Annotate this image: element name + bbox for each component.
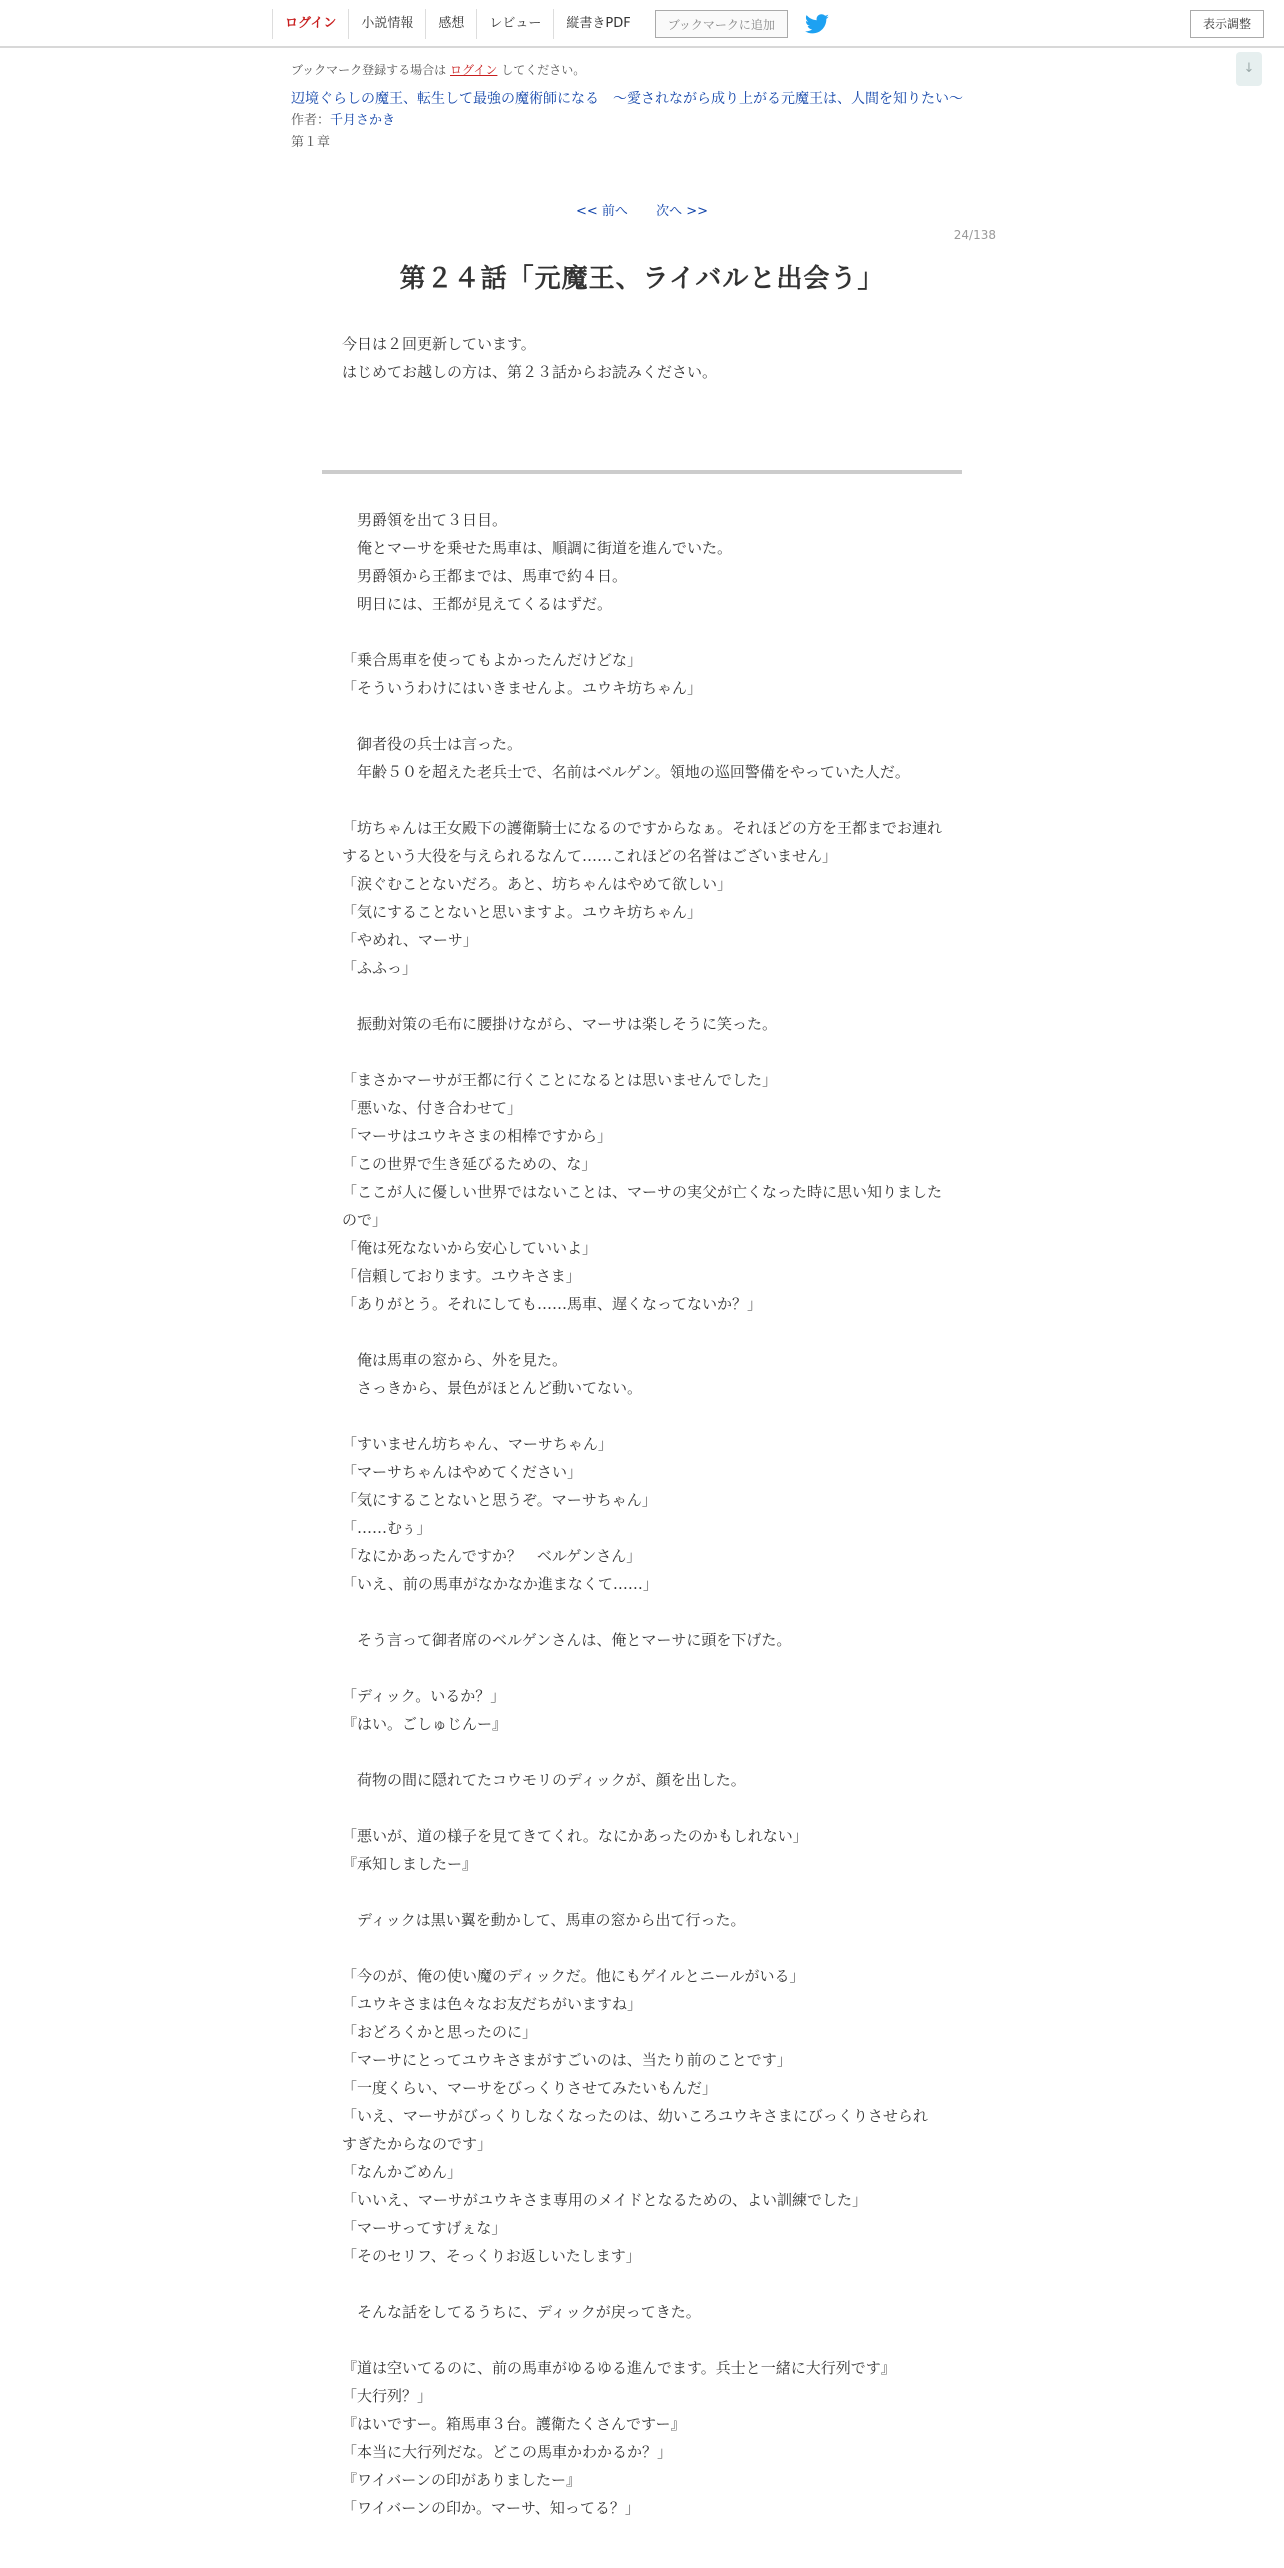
body-line: 「マーサにとってユウキさまがすごいのは、当たり前のことです」 [342,2051,792,2069]
body-line: 「乗合馬車を使ってもよかったんだけどな」 [342,651,643,669]
prev-episode-link[interactable]: << 前へ [576,204,628,219]
body-line: そんな話をしてるうちに、ディックが戻ってきた。 [342,2303,701,2321]
body-line: 「気にすることないと思うぞ。マーサちゃん」 [342,1491,657,1509]
body-line: そう言って御者席のベルゲンさんは、俺とマーサに頭を下げた。 [342,1631,792,1649]
nav-impressions-link[interactable]: 感想 [425,9,476,39]
body-line: 男爵領を出て３日目。 [342,511,508,529]
display-settings-button[interactable]: 表示調整 [1190,10,1264,38]
body-line: 「この世界で生き延びるための、な」 [342,1155,597,1173]
body-line: 「すいません坊ちゃん、マーサちゃん」 [342,1435,613,1453]
episode-pager [0,200,1284,219]
scroll-down-button[interactable]: ↓ [1236,52,1262,86]
nav-novel-info-link[interactable]: 小説情報 [348,9,425,39]
preface-line: 今日は２回更新しています。 [342,335,536,353]
body-line: 「ありがとう。それにしても……馬車、遅くなってないか？」 [342,1295,763,1313]
body-line: 『ワイバーンの印がありましたー』 [342,2471,581,2489]
nav-login-link[interactable]: ログイン [272,9,348,39]
body-line [342,1402,942,1430]
body-line [342,702,942,730]
bookmark-login-note [291,56,991,84]
body-line: 「マーサってすげぇな」 [342,2219,507,2237]
body-line: 荷物の間に隠れてたコウモリのディックが、顔を出した。 [342,1771,746,1789]
body-line: 「いえ、マーサがびっくりしなくなったのは、幼いころユウキさまにびっくりさせられすぎたからなのです」 [342,2107,928,2153]
body-line: 「やめれ、マーサ」 [342,931,478,949]
body-line: 「ユウキさまは色々なお友だちがいますね」 [342,1995,643,2013]
body-line [342,982,942,1010]
body-line: 「信頼しております。ユウキさま」 [342,1267,581,1285]
body-line: 「坊ちゃんは王女殿下の護衛騎士になるのですからなぁ。それほどの方を王都までお連れするという大役を与えられるなんて……これほどの名誉はございません」 [342,819,943,865]
section-divider [322,470,962,474]
body-line: 「ワイバーンの印か。マーサ、知ってる？」 [342,2499,640,2517]
next-episode-link[interactable]: 次へ >> [656,204,708,219]
author-line [291,110,991,132]
body-line: 「悪いな、付き合わせて」 [342,1099,523,1117]
body-line: 「俺は死なないから安心していいよ」 [342,1239,598,1257]
body-line [342,2270,942,2298]
episode-body-text [342,506,942,2522]
body-line: 「なんかごめん」 [342,2163,463,2181]
body-line: 「悪いが、道の様子を見てきてくれ。なにかあったのかもしれない」 [342,1827,808,1845]
add-bookmark-button[interactable]: ブックマークに追加 [655,10,788,38]
body-line: 『はいですー。箱馬車３台。護衛たくさんですー』 [342,2415,686,2433]
body-line [342,1934,942,1962]
body-line [342,1738,942,1766]
nav-vertical-pdf-link[interactable]: 縦書きPDF [553,9,642,39]
body-line: 「……むぅ」 [342,1519,432,1537]
body-line: 明日には、王都が見えてくるはずだ。 [342,595,613,613]
body-line: さっきから、景色がほとんど動いてない。 [342,1379,643,1397]
body-line: 『道は空いてるのに、前の馬車がゆるゆる進んでます。兵士と一緒に大行列です』 [342,2359,896,2377]
body-line: 「ここが人に優しい世界ではないことは、マーサの実父が亡くなった時に思い知りましたので」 [342,1183,943,1229]
nav-review-link[interactable]: レビュー [476,9,553,39]
body-line: 「マーサちゃんはやめてください」 [342,1463,583,1481]
bookmark-note-prefix: ブックマーク登録する場合は [291,63,447,77]
preface-line: はじめてお越しの方は、第２３話からお読みください。 [342,363,718,381]
body-line: 「なにかあったんですか？ ベルゲンさん」 [342,1547,642,1565]
bookmark-note-suffix: してください。 [501,63,586,77]
body-line: 俺は馬車の窓から、外を見た。 [342,1351,568,1369]
body-line: 年齢５０を超えた老兵士で、名前はベルゲン。領地の巡回警備をやっていた人だ。 [342,763,910,781]
body-line: 「ふふっ」 [342,959,418,977]
author-name-link[interactable]: 千月さかき [330,113,396,128]
body-line: 「いいえ、マーサがユウキさま専用のメイドとなるための、よい訓練でした」 [342,2191,868,2209]
body-line: 「本当に大行列だな。どこの馬車かわかるか？」 [342,2443,673,2461]
body-line [342,1318,942,1346]
body-line: 「そういうわけにはいきませんよ。ユウキ坊ちゃん」 [342,679,703,697]
chapter-label: 第１章 [291,135,331,150]
body-line: 「いえ、前の馬車がなかなか進まなくて……」 [342,1575,658,1593]
body-line: 「今のが、俺の使い魔のディックだ。他にもゲイルとニールがいる」 [342,1967,805,1985]
body-line: 「一度くらい、マーサをびっくりさせてみたいもんだ」 [342,2079,718,2097]
body-line: 「まさかマーサが王都に行くことになるとは思いませんでした」 [342,1071,778,1089]
main-nav [272,8,830,40]
novel-info [291,56,991,154]
body-line: 御者役の兵士は言った。 [342,735,523,753]
body-line: 「ディック。いるか？」 [342,1687,506,1705]
body-line [342,786,942,814]
body-line [342,1654,942,1682]
top-navigation-bar [0,0,1284,48]
novel-title-link[interactable]: 辺境ぐらしの魔王、転生して最強の魔術師になる 〜愛されながら成り上がる元魔王は、人間を知りたい〜 [291,91,963,107]
body-line: 「大行列？」 [342,2387,433,2405]
body-line: 「そのセリフ、そっくりお返しいたします」 [342,2247,641,2265]
episode-title: 第２４話「元魔王、ライバルと出会う」 [399,264,885,294]
body-line: 振動対策の毛布に腰掛けながら、マーサは楽しそうに笑った。 [342,1015,778,1033]
preface [342,330,942,386]
episode-counter: 24/138 [953,228,996,242]
author-label: 作者： [291,113,331,128]
body-line [342,1794,942,1822]
body-line: ディックは黒い翼を動かして、馬車の窓から出て行った。 [342,1911,746,1929]
twitter-bird-icon[interactable] [804,11,830,37]
body-line: 『承知しましたー』 [342,1855,478,1873]
body-line: 「涙ぐむことないだろ。あと、坊ちゃんはやめて欲しい」 [342,875,733,893]
body-line: 男爵領から王都までは、馬車で約４日。 [342,567,628,585]
body-line: 「マーサはユウキさまの相棒ですから」 [342,1127,613,1145]
body-line [342,1598,942,1626]
body-line [342,1878,942,1906]
body-line: 「気にすることないと思いますよ。ユウキ坊ちゃん」 [342,903,703,921]
bookmark-login-link[interactable]: ログイン [450,63,498,77]
body-line [342,1038,942,1066]
body-line: 『はい。ごしゅじんー』 [342,1715,508,1733]
body-line: 「おどろくかと思ったのに」 [342,2023,538,2041]
body-line [342,618,942,646]
body-line: 俺とマーサを乗せた馬車は、順調に街道を進んでいた。 [342,539,733,557]
body-line [342,2326,942,2354]
